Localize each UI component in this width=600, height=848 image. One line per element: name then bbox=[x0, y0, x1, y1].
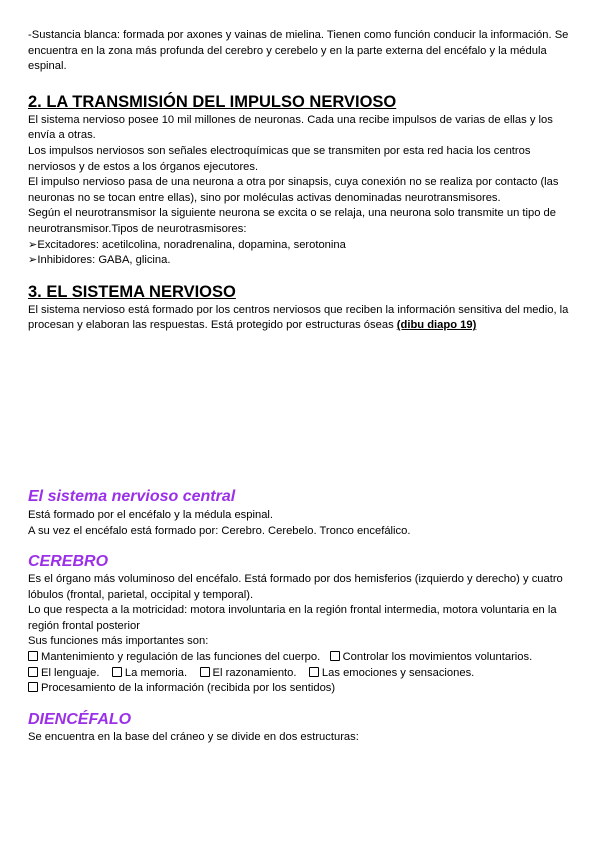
blank-space bbox=[28, 334, 576, 487]
function-item: El razonamiento. bbox=[200, 667, 297, 679]
function-item: Las emociones y sensaciones. bbox=[309, 667, 474, 679]
section-2-paragraph-1: El sistema nervioso posee 10 mil millones de neuronas. Cada una recibe impulsos de varias de ellas y los envía a otras. bbox=[28, 113, 553, 142]
section-2-paragraph-2: Los impulsos nerviosos son señales electroquímicas que se transmiten por esta red hacia los centros nerviosos y de estos a los órganos ejecutores. bbox=[28, 144, 531, 173]
section-3-paragraph bbox=[28, 303, 576, 334]
checkbox-icon bbox=[330, 651, 340, 661]
section-2-paragraph-4: Según el neurotransmisor la siguiente neurona se excita o se relaja, una neurona solo transmite un tipo de neurotransmisor.Tipos de neurotrasmisores: bbox=[28, 207, 557, 235]
snc-line-1: Está formado por el encéfalo y la médula espinal. bbox=[28, 508, 274, 521]
checkbox-icon bbox=[28, 667, 38, 677]
checkbox-icon bbox=[112, 667, 122, 677]
checkbox-icon bbox=[200, 667, 210, 677]
cerebro-paragraph-2: Lo que respecta a la motricidad: motora involuntaria en la región frontal intermedia, motora voluntaria en la región frontal posterior bbox=[28, 604, 557, 632]
snc-heading: El sistema nervioso central bbox=[28, 487, 236, 505]
snc-line-2: A su vez el encéfalo está formado por: Cerebro. Cerebelo. Tronco encefálico. bbox=[28, 524, 411, 537]
cerebro-functions-line-1 bbox=[28, 650, 576, 666]
intro-paragraph: -Sustancia blanca: formada por axones y vainas de mielina. Tienen como función conducir la información. Se encuentra en la zona más profunda del cerebro y cerebelo y en la parte externa del encéfalo y la médula espinal. bbox=[28, 29, 569, 73]
function-item: Controlar los movimientos voluntarios. bbox=[330, 651, 533, 663]
cerebro-functions-line-3 bbox=[28, 681, 576, 697]
cerebro-paragraph-3: Sus funciones más importantes son: bbox=[28, 635, 209, 648]
cerebro-heading: CEREBRO bbox=[28, 553, 109, 571]
diencefalo-heading: DIENCÉFALO bbox=[28, 710, 132, 728]
checkbox-icon bbox=[28, 651, 38, 661]
bullet-excitadores: ➢Excitadores: acetilcolina, noradrenalina, dopamina, serotonina bbox=[28, 238, 346, 251]
function-item: La memoria. bbox=[112, 667, 187, 679]
diapo-reference: (dibu diapo 19) bbox=[396, 319, 477, 332]
section-3-heading: 3. EL SISTEMA NERVIOSO bbox=[28, 282, 236, 301]
cerebro-paragraph-1: Es el órgano más voluminoso del encéfalo. Está formado por dos hemisferios (izquierdo y derecho) y cuatro lóbulos (frontal, parietal, occipital y temporal). bbox=[28, 573, 563, 601]
document-page bbox=[28, 28, 576, 745]
section-2-heading: 2. LA TRANSMISIÓN DEL IMPULSO NERVIOSO bbox=[28, 92, 397, 111]
diencefalo-paragraph: Se encuentra en la base del cráneo y se divide en dos estructuras: bbox=[28, 730, 359, 743]
function-item: Procesamiento de la información (recibida por los sentidos) bbox=[28, 682, 335, 694]
section-2-paragraph-3: El impulso nervioso pasa de una neurona a otra por sinapsis, cuya conexión no se realiza por contacto (las neuronas no se tocan entre ellas), sino por moléculas activas denominadas neurotransmisores. bbox=[28, 176, 559, 204]
bullet-inhibidores: ➢Inhibidores: GABA, glicina. bbox=[28, 254, 171, 267]
checkbox-icon bbox=[309, 667, 319, 677]
function-item: Mantenimiento y regulación de las funciones del cuerpo. bbox=[28, 651, 320, 663]
checkbox-icon bbox=[28, 682, 38, 692]
function-item: El lenguaje. bbox=[28, 667, 99, 679]
cerebro-functions-line-2 bbox=[28, 666, 576, 682]
section-3-text: El sistema nervioso está formado por los centros nerviosos que reciben la información sensitiva del medio, la procesan y elaboran las respuestas. Está protegido por estructuras óseas bbox=[28, 303, 569, 332]
